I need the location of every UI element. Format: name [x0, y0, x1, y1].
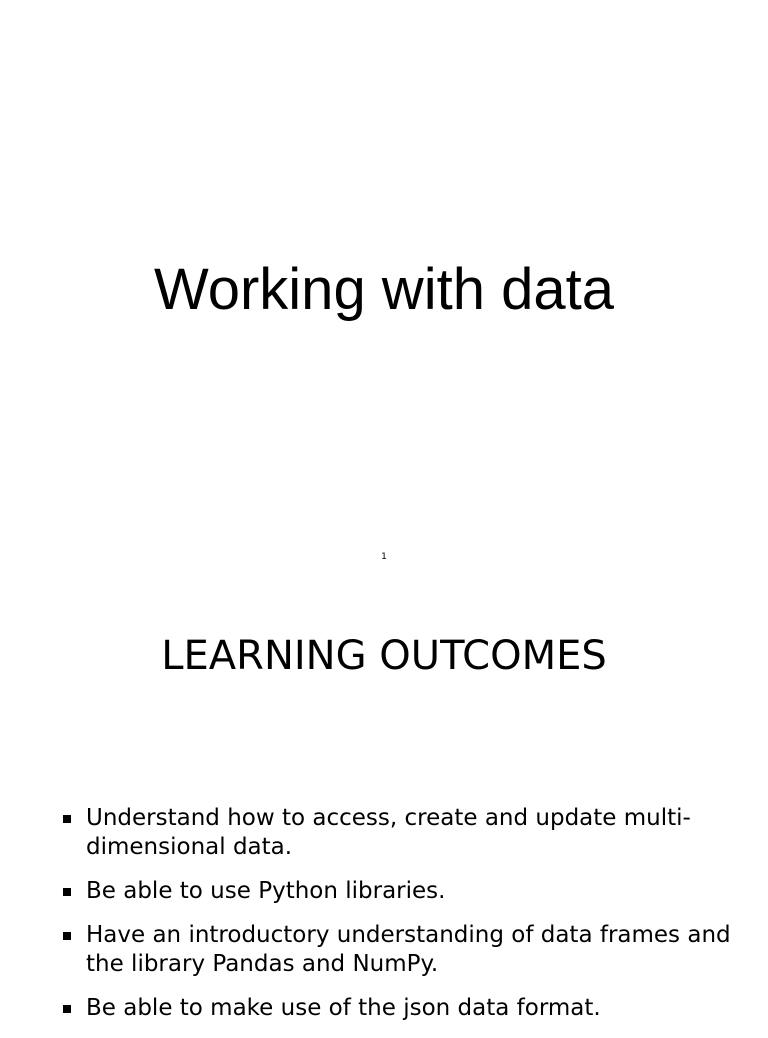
list-item [60, 804, 740, 862]
list-item [60, 994, 740, 1023]
list-item [60, 877, 740, 906]
list-item [60, 921, 740, 979]
square-bullet-icon [63, 1005, 71, 1013]
square-bullet-icon [63, 932, 71, 940]
square-bullet-icon [63, 815, 71, 823]
square-bullet-icon [63, 888, 71, 896]
outcome-text: Be able to use Python libraries. [86, 878, 446, 904]
learning-outcomes-heading: LEARNING OUTCOMES [161, 633, 607, 679]
page-number: 1 [381, 552, 387, 562]
outcome-text: Be able to make use of the json data format. [86, 995, 601, 1021]
outcome-text: Understand how to access, create and update multi-dimensional data. [86, 805, 691, 860]
slide-title: Working with data [154, 257, 614, 322]
learning-outcomes-list [60, 804, 740, 1038]
outcome-text: Have an introductory understanding of data frames and the library Pandas and NumPy. [86, 922, 731, 977]
